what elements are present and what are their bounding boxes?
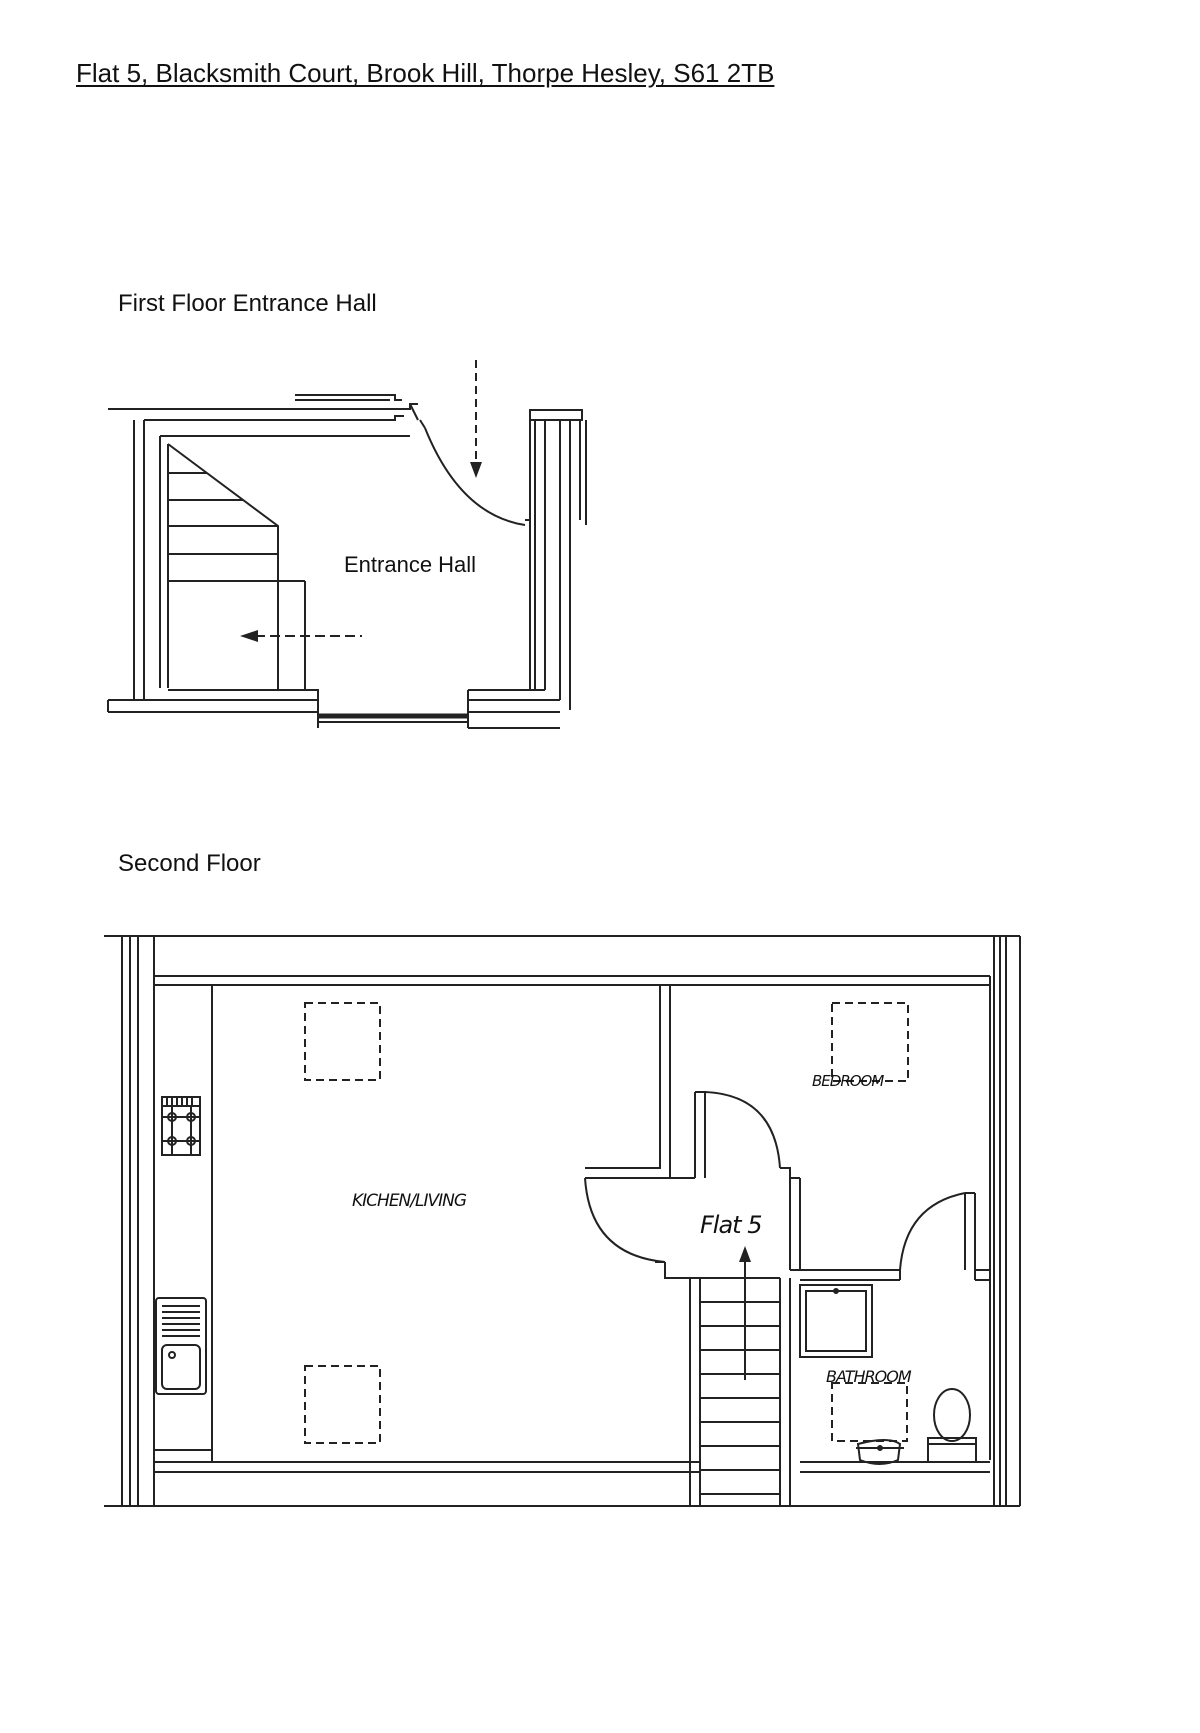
first-floor-top-wall [108, 395, 418, 436]
first-floor-heading: First Floor Entrance Hall [118, 290, 377, 317]
rooflight-bathroom [832, 1383, 907, 1441]
bathroom-door [900, 1193, 965, 1270]
rooflights [305, 1003, 908, 1443]
kitchen-door [585, 1178, 700, 1278]
stair-up-arrow-icon [739, 1246, 751, 1380]
sink-icon [156, 1298, 206, 1394]
toilet-icon [928, 1389, 976, 1462]
bedroom-label: BEDROOM [812, 1072, 884, 1090]
second-floor-staircase [690, 1278, 790, 1506]
kitchen-worktop [154, 985, 212, 1462]
plan-title: Flat 5, Blacksmith Court, Brook Hill, Thorpe Hesley, S61 2TB [76, 58, 775, 88]
first-floor-plan [108, 360, 586, 728]
second-floor-heading: Second Floor [118, 850, 261, 877]
flat-number-label: Flat 5 [700, 1211, 762, 1239]
second-floor-plan [104, 936, 1020, 1506]
first-floor-staircase [168, 444, 305, 690]
first-floor-right-wall [525, 410, 586, 710]
bathroom-label: BATHROOM [826, 1367, 911, 1386]
bedroom-partition-walls [585, 985, 990, 1280]
rooflight-bedroom [832, 1003, 908, 1081]
hob-icon [162, 1097, 200, 1155]
first-floor-entrance-door [420, 420, 525, 525]
kitchen-living-label: KICHEN/LIVING [352, 1191, 467, 1211]
first-floor-bottom-wall [108, 690, 560, 728]
basin-icon [856, 1440, 904, 1464]
rooflight-kitchen-bottom [305, 1366, 380, 1443]
entry-arrow-icon [470, 360, 482, 478]
shower-tray-icon [800, 1285, 872, 1357]
stair-direction-arrow-icon [240, 630, 362, 642]
bedroom-door [695, 1092, 780, 1178]
first-floor-left-wall [134, 420, 168, 700]
second-floor-outer-walls [104, 936, 1020, 1506]
rooflight-kitchen-top [305, 1003, 380, 1080]
entrance-hall-label: Entrance Hall [344, 552, 477, 577]
